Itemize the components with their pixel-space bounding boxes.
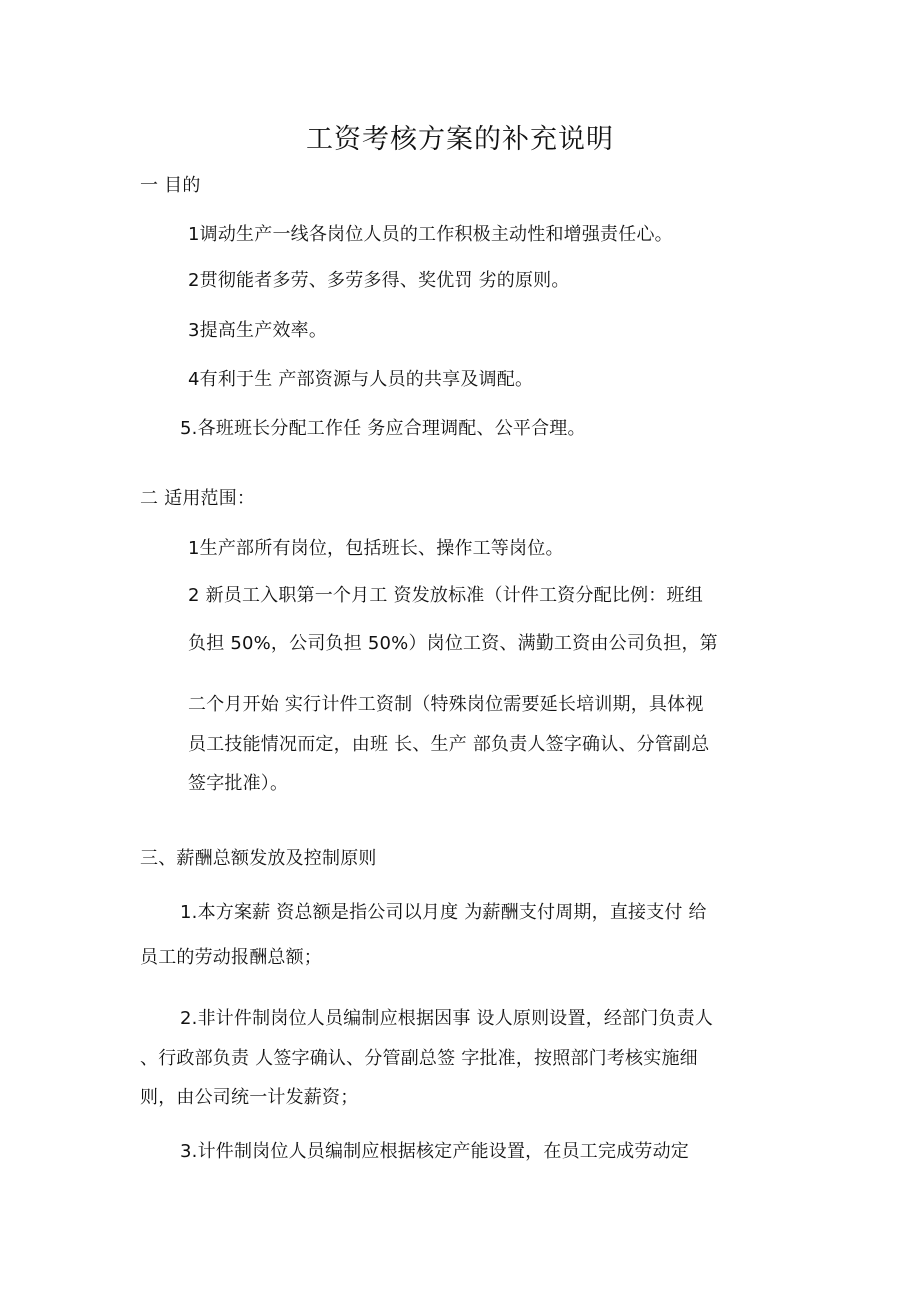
- paragraph-line: 1.本方案薪 资总额是指公司以月度 为薪酬支付周期，直接支付 给: [180, 902, 707, 923]
- paragraph-line: 负担 50%，公司负担 50%）岗位工资、满勤工资由公司负担，第: [188, 633, 718, 654]
- list-item: 3提高生产效率。: [188, 320, 328, 341]
- list-item: 5.各班班长分配工作任 务应合理调配、公平合理。: [180, 418, 586, 439]
- section-heading-compensation: 三、薪酬总额发放及控制原则: [140, 848, 377, 869]
- section-heading-purpose: 一 目的: [140, 175, 201, 196]
- paragraph-line: 2.非计件制岗位人员编制应根据因事 设人原则设置，经部门负责人: [180, 1008, 714, 1029]
- paragraph-line: 员工的劳动报酬总额；: [140, 947, 322, 968]
- paragraph-line: 、行政部负责 人签字确认、分管副总签 字批准，按照部门考核实施细: [140, 1048, 698, 1069]
- paragraph-line: 2 新员工入职第一个月工 资发放标准（计件工资分配比例：班组: [188, 585, 703, 606]
- paragraph-line: 3.计件制岗位人员编制应根据核定产能设置，在员工完成劳动定: [180, 1141, 689, 1162]
- list-item: 1调动生产一线各岗位人员的工作积极主动性和增强责任心。: [188, 224, 673, 245]
- list-item: 1生产部所有岗位，包括班长、操作工等岗位。: [188, 538, 564, 559]
- list-item: 4有利于生 产部资源与人员的共享及调配。: [188, 369, 534, 390]
- paragraph-line: 则，由公司统一计发薪资；: [140, 1087, 359, 1108]
- section-heading-scope: 二 适用范围：: [140, 488, 256, 509]
- list-item: 2贯彻能者多劳、多劳多得、奖优罚 劣的原则。: [188, 270, 570, 291]
- document-title: 工资考核方案的补充说明: [306, 124, 614, 155]
- paragraph-line: 员工技能情况而定，由班 长、生产 部负责人签字确认、分管副总: [188, 734, 710, 755]
- paragraph-line: 二个月开始 实行计件工资制（特殊岗位需要延长培训期，具体视: [188, 694, 704, 715]
- paragraph-line: 签字批准）。: [188, 773, 289, 794]
